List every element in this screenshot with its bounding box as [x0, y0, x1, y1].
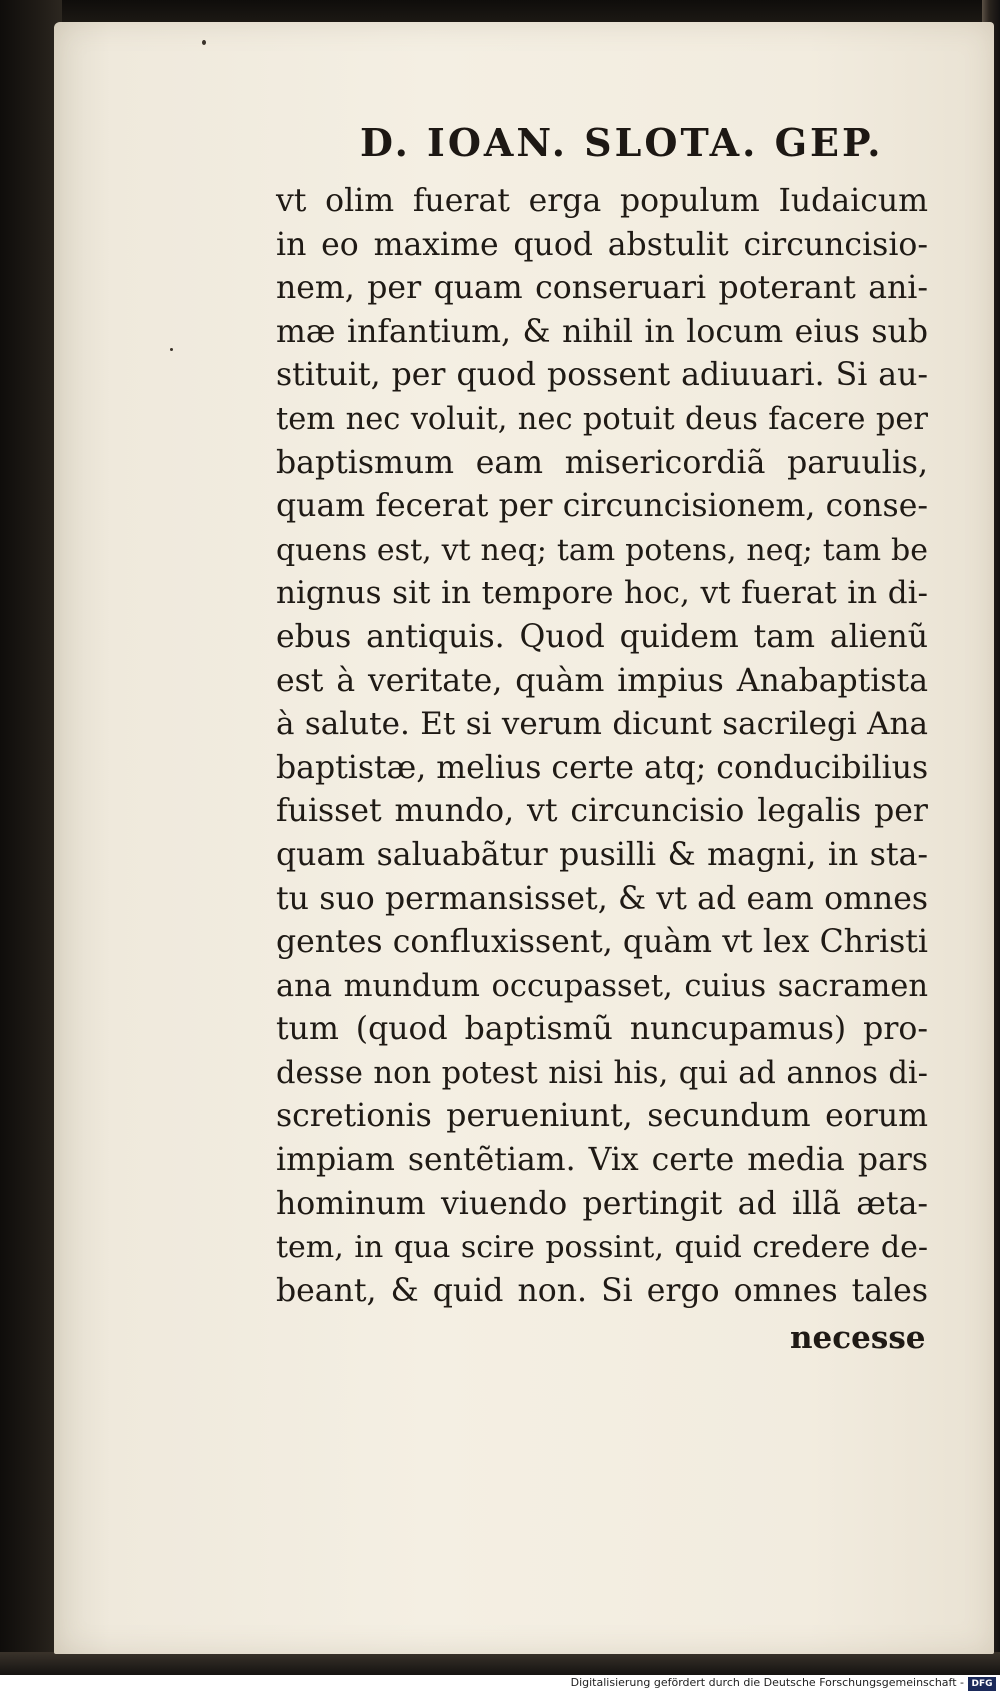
text-line: quam saluabãtur pusilli & magni, in sta-	[276, 836, 928, 873]
text-line: tem, in qua scire possint, quid credere de-	[276, 1230, 928, 1266]
text-line: quens est, vt neq; tam potens, neq; tam be	[276, 532, 928, 568]
paper-speck	[202, 40, 206, 45]
text-line: fuisset mundo, vt circuncisio legalis per	[276, 793, 928, 830]
text-line: tem nec voluit, nec potuit deus facere per	[276, 401, 928, 437]
text-line: in eo maxime quod abstulit circuncisio-	[276, 226, 928, 263]
text-line: est à veritate, quàm impius Anabaptista	[276, 662, 928, 699]
text-line: baptistæ, melius certe atq; conducibilius	[276, 749, 929, 786]
text-line: nignus sit in tempore hoc, vt fuerat in di-	[276, 575, 928, 612]
text-line: impiam sentẽtiam. Vix certe media pars	[276, 1142, 928, 1179]
text-line: tu suo permansisset, & vt ad eam omnes	[276, 880, 928, 917]
text-line: desse non potest nisi his, qui ad annos di-	[276, 1055, 928, 1091]
book-binding-edge	[0, 0, 62, 1675]
dfg-logo-icon: DFG	[968, 1677, 996, 1691]
text-line: scretionis perueniunt, secundum eorum	[276, 1098, 928, 1135]
text-line: mæ infantium, & nihil in locum eius sub	[276, 313, 928, 350]
funding-credit: Digitalisierung gefördert durch die Deutsche Forschungsgemeinschaft -	[570, 1676, 964, 1689]
text-line: baptismum eam misericordiã paruulis,	[276, 444, 928, 481]
book-bottom-edge	[0, 1652, 1000, 1675]
text-line: ebus antiquis. Quod quidem tam alienũ	[276, 618, 928, 655]
page-text	[276, 180, 936, 1313]
running-head: D. IOAN. SLOTA. GEP.	[360, 120, 884, 165]
text-line: à salute. Et si verum dicunt sacrilegi Ana	[276, 706, 928, 743]
text-line: nem, per quam conseruari poterant ani-	[276, 270, 928, 307]
text-line: hominum viuendo pertingit ad illã æta-	[276, 1185, 928, 1222]
text-line: quam fecerat per circuncisionem, conse-	[276, 488, 928, 525]
catchword: necesse	[790, 1320, 926, 1356]
text-line: tum (quod baptismũ nuncupamus) pro-	[276, 1011, 928, 1048]
digitization-footer	[0, 1675, 1000, 1694]
text-line: beant, & quid non. Si ergo omnes tales	[276, 1272, 928, 1309]
text-line: vt olim fuerat erga populum Iudaicum	[276, 183, 928, 219]
text-line: gentes confluxissent, quàm vt lex Christi	[276, 924, 928, 961]
paper-speck	[170, 348, 173, 351]
text-line: stituit, per quod possent adiuuari. Si au-	[276, 357, 928, 394]
text-line: ana mundum occupasset, cuius sacramen	[276, 968, 928, 1004]
